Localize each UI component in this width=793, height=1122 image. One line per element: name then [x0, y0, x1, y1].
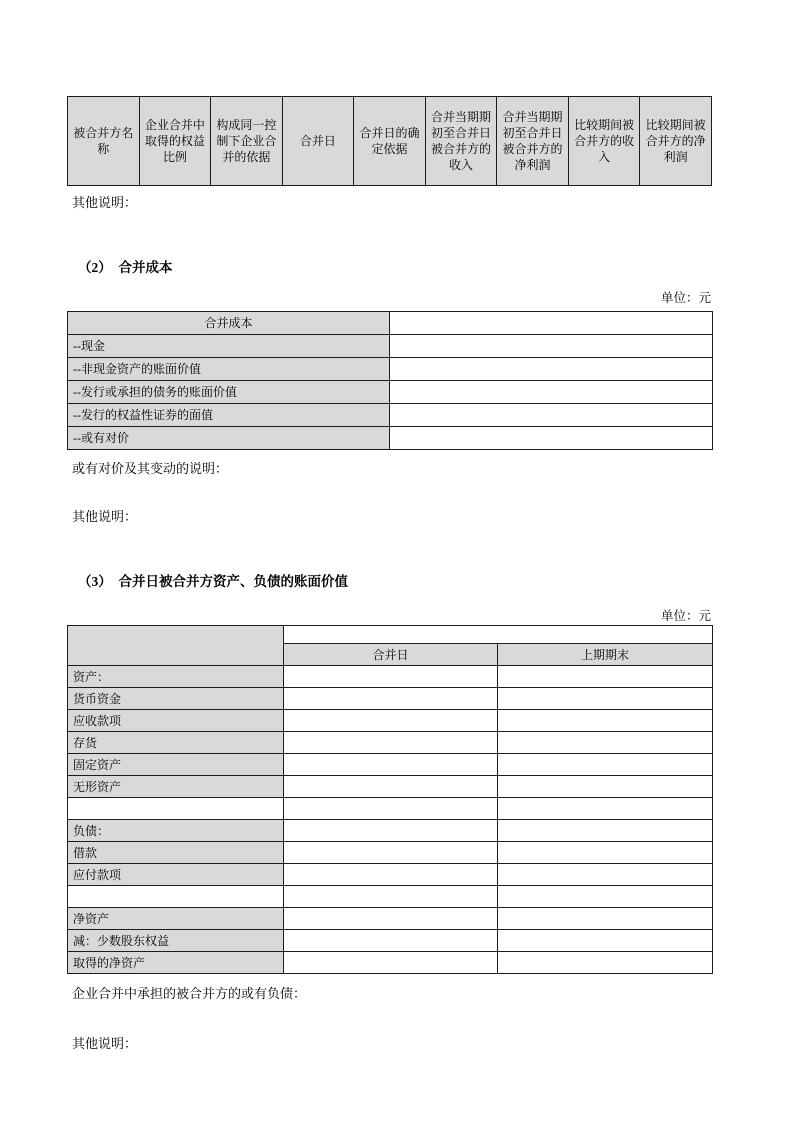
value-cell: [284, 798, 498, 820]
header-band-cell: [284, 626, 713, 644]
value-cell: [498, 732, 713, 754]
label-cell-less-minority-interest: 减：少数股东权益: [68, 930, 284, 952]
header-cell-merger-date-basis: 合并日的确定依据: [354, 97, 426, 186]
header-cell-merged-party-name: 被合并方名称: [68, 97, 140, 186]
value-cell: [390, 335, 713, 358]
label-cell-borrowings: 借款: [68, 842, 284, 864]
table-row: [68, 427, 713, 450]
value-cell: [390, 358, 713, 381]
label-cell-net-assets-acquired: 取得的净资产: [68, 952, 284, 974]
table-row: [68, 952, 713, 974]
value-cell: [284, 776, 498, 798]
table-row: [68, 908, 713, 930]
header-cell-net-profit-to-merger-date: 合并当期期初至合并日被合并方的净利润: [497, 97, 569, 186]
label-cell-intangible-assets: 无形资产: [68, 776, 284, 798]
value-cell: [498, 930, 713, 952]
value-cell: [284, 952, 498, 974]
value-cell: [498, 776, 713, 798]
value-cell: [498, 864, 713, 886]
label-cell-contingent-consideration: --或有对价: [68, 427, 390, 450]
table-row: [68, 732, 713, 754]
table-row: [68, 798, 713, 820]
value-cell: [284, 842, 498, 864]
header-cell-merger-date-col: 合并日: [284, 644, 498, 666]
value-cell: [284, 710, 498, 732]
header-cell-equity-ratio: 企业合并中取得的权益比例: [139, 97, 211, 186]
document-content: [67, 96, 712, 1052]
value-cell: [284, 688, 498, 710]
table-row: [68, 864, 713, 886]
unit-label-book-value: 单位：元: [660, 609, 711, 623]
cost-table-header-cell: 合并成本: [68, 312, 390, 335]
value-cell: [390, 404, 713, 427]
table-row: [68, 776, 713, 798]
table-row: [68, 335, 713, 358]
label-cell-blank-1: [68, 798, 284, 820]
table-row: [68, 754, 713, 776]
contingent-liability-note: 企业合并中承担的被合并方的或有负债：: [72, 986, 307, 1001]
label-cell-equity-securities-par: --发行的权益性证券的面值: [68, 404, 390, 427]
value-cell: [284, 820, 498, 842]
label-cell-assets: 资产：: [68, 666, 284, 688]
label-cell-fixed-assets: 固定资产: [68, 754, 284, 776]
section-heading-cost: （2） 合并成本: [78, 260, 173, 275]
other-note-3: 其他说明：: [72, 1036, 138, 1051]
header-cell-comparative-net-profit: 比较期间被合并方的净利润: [640, 97, 712, 186]
label-cell-payables: 应付款项: [68, 864, 284, 886]
table-row: [68, 710, 713, 732]
label-cell-inventory: 存货: [68, 732, 284, 754]
value-cell: [498, 710, 713, 732]
value-cell: [390, 312, 713, 335]
header-cell-prior-period-end-col: 上期期末: [498, 644, 713, 666]
label-cell-monetary-funds: 货币资金: [68, 688, 284, 710]
value-cell: [498, 688, 713, 710]
table-row: [68, 820, 713, 842]
value-cell: [498, 886, 713, 908]
merger-header-table: [67, 96, 712, 186]
value-cell: [498, 952, 713, 974]
other-note-1: 其他说明：: [72, 195, 138, 210]
contingent-consideration-note: 或有对价及其变动的说明：: [72, 461, 229, 476]
unit-label-cost: 单位：元: [660, 291, 711, 305]
label-cell-debt-book-value: --发行或承担的债务的账面价值: [68, 381, 390, 404]
cost-table: [67, 311, 713, 450]
value-cell: [390, 427, 713, 450]
header-cell-common-control-basis: 构成同一控制下企业合并的依据: [211, 97, 283, 186]
label-cell-net-assets: 净资产: [68, 908, 284, 930]
value-cell: [284, 930, 498, 952]
value-cell: [498, 908, 713, 930]
table-row: [68, 626, 713, 644]
table-row: [68, 842, 713, 864]
book-value-table: [67, 625, 713, 974]
section-heading-book-value: （3） 合并日被合并方资产、负债的账面价值: [78, 574, 348, 589]
label-cell-receivables: 应收款项: [68, 710, 284, 732]
value-cell: [498, 754, 713, 776]
corner-cell: [68, 626, 284, 666]
value-cell: [284, 864, 498, 886]
table-row: [68, 886, 713, 908]
value-cell: [284, 754, 498, 776]
table-row: [68, 358, 713, 381]
header-cell-comparative-revenue: 比较期间被合并方的收入: [568, 97, 640, 186]
value-cell: [498, 842, 713, 864]
value-cell: [390, 381, 713, 404]
table-row: [68, 666, 713, 688]
table-row: [68, 930, 713, 952]
label-cell-blank-2: [68, 886, 284, 908]
other-note-2: 其他说明：: [72, 509, 138, 524]
table-row: [68, 381, 713, 404]
table-row: [68, 404, 713, 427]
header-cell-merger-date: 合并日: [282, 97, 354, 186]
value-cell: [498, 666, 713, 688]
value-cell: [284, 666, 498, 688]
label-cell-noncash-book-value: --非现金资产的账面价值: [68, 358, 390, 381]
value-cell: [284, 732, 498, 754]
table-row: [68, 688, 713, 710]
header-cell-revenue-to-merger-date: 合并当期期初至合并日被合并方的收入: [425, 97, 497, 186]
table-row: [68, 97, 712, 186]
value-cell: [284, 908, 498, 930]
label-cell-cash: --现金: [68, 335, 390, 358]
value-cell: [284, 886, 498, 908]
label-cell-liabilities: 负债：: [68, 820, 284, 842]
table-row: [68, 312, 713, 335]
value-cell: [498, 820, 713, 842]
value-cell: [498, 798, 713, 820]
